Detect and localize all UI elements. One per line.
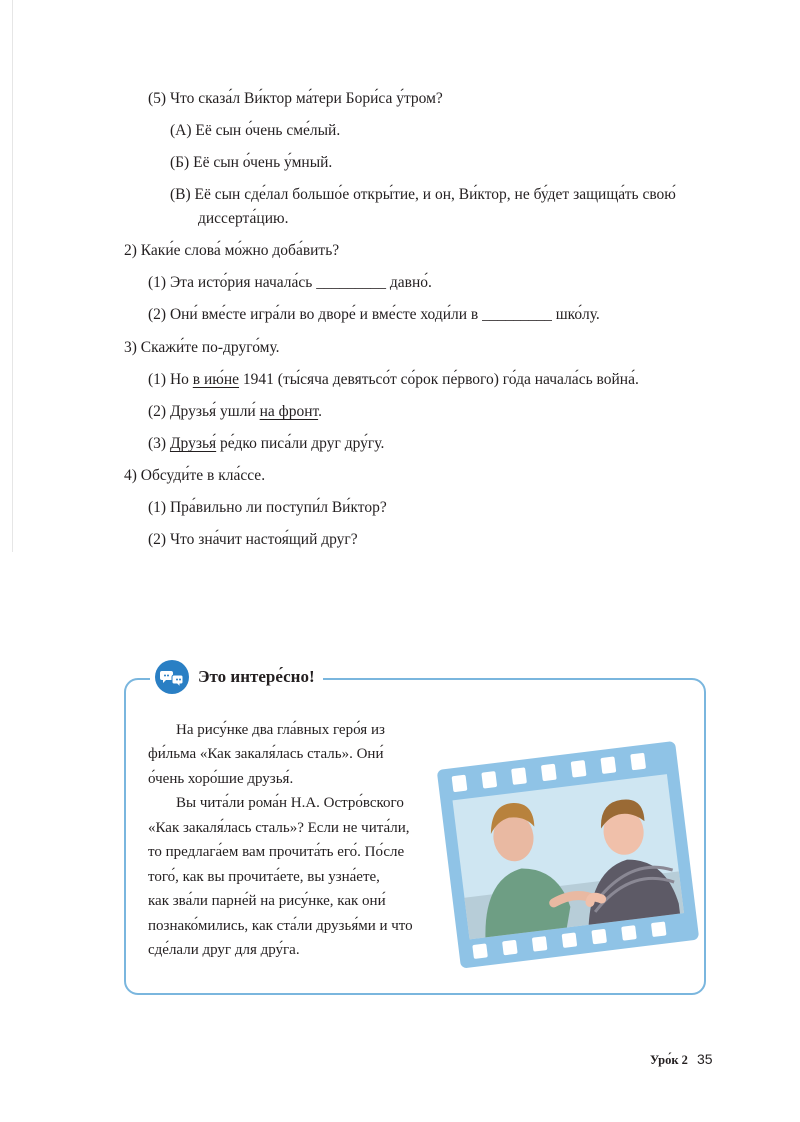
task-3-item-2-post: . bbox=[318, 403, 322, 420]
task-4-item-1: (1) Пра́вильно ли поступи́л Ви́ктор? bbox=[148, 499, 387, 516]
box-paragraph-line: познако́мились, как ста́ли друзья́ми и что bbox=[148, 918, 413, 934]
task-2-title: 2) Каки́е слова́ мо́жно доба́вить? bbox=[124, 242, 340, 259]
task-2-item-2: (2) Они́ вме́сте игра́ли во дворе́ и вме́сте ходи́ли в _________ шко́лу. bbox=[148, 306, 600, 323]
task-3-title: 3) Скажи́те по-друго́му. bbox=[124, 339, 280, 356]
option-a: (А) Её сын о́чень сме́лый. bbox=[170, 122, 341, 139]
task-3-item-2 bbox=[148, 402, 322, 422]
underlined-phrase: Друзья́ bbox=[169, 435, 217, 452]
task-3-item-3-pre: (3) bbox=[148, 435, 170, 452]
task-2-item-1: (1) Эта исто́рия начала́сь _________ давно́. bbox=[148, 274, 432, 291]
box-paragraph-line: сде́лали друг для дру́га. bbox=[148, 942, 300, 958]
task-3-item-1-pre: (1) Но bbox=[148, 371, 193, 388]
box-paragraph-line: фи́льма «Как закаля́лась сталь». Они́ bbox=[148, 746, 384, 762]
box-paragraph-line: На рису́нке два гла́вных геро́я из bbox=[176, 722, 385, 738]
box-paragraph-line: Вы чита́ли рома́н Н.А. Остро́вского bbox=[176, 795, 404, 811]
box-paragraph-line: «Как закаля́лась сталь»? Если не чита́ли, bbox=[148, 820, 410, 836]
film-strip-illustration bbox=[430, 735, 702, 975]
task-4-item-2: (2) Что зна́чит настоя́щий друг? bbox=[148, 531, 358, 548]
question-5: (5) Что сказа́л Ви́ктор ма́тери Бори́са у́тром? bbox=[148, 90, 443, 107]
box-paragraph-line: то предлага́ем вам прочита́ть его́. По́сле bbox=[148, 844, 405, 860]
box-paragraph-line: как зва́ли парне́й на рису́нке, как они́ bbox=[148, 893, 386, 909]
chat-bubbles-icon bbox=[154, 659, 190, 695]
option-c-continued: диссерта́цию. bbox=[198, 210, 289, 227]
task-3-item-1-post: 1941 (ты́сяча девятьсо́т со́рок пе́рвого) го́да начала́сь война́. bbox=[239, 371, 639, 388]
task-3-item-2-pre: (2) Друзья́ ушли́ bbox=[148, 403, 260, 420]
box-title: Это интере́сно! bbox=[198, 667, 315, 686]
task-3-item-3-post: ре́дко писа́ли друг дру́гу. bbox=[216, 435, 385, 452]
footer-lesson-label: Уро́к 2 bbox=[650, 1053, 688, 1067]
task-3-item-3 bbox=[148, 434, 384, 454]
option-b: (Б) Её сын о́чень у́мный. bbox=[170, 154, 333, 171]
task-4-title: 4) Обсуди́те в кла́ссе. bbox=[124, 467, 266, 484]
underlined-phrase: на фронт bbox=[259, 403, 319, 420]
box-paragraph-line: того́, как вы прочита́ете, вы узна́ете, bbox=[148, 869, 380, 885]
page-number: 35 bbox=[697, 1051, 713, 1067]
box-paragraph-line: о́чень хоро́шие друзья́. bbox=[148, 771, 294, 787]
underlined-phrase: в ию́не bbox=[192, 371, 240, 388]
page-margin-rule bbox=[12, 0, 13, 552]
interesting-box-header bbox=[150, 659, 323, 695]
task-3-item-1 bbox=[148, 370, 639, 390]
option-c: (В) Её сын сде́лал большо́е откры́тие, и он, Ви́ктор, не бу́дет защища́ть свою́ bbox=[170, 186, 676, 203]
